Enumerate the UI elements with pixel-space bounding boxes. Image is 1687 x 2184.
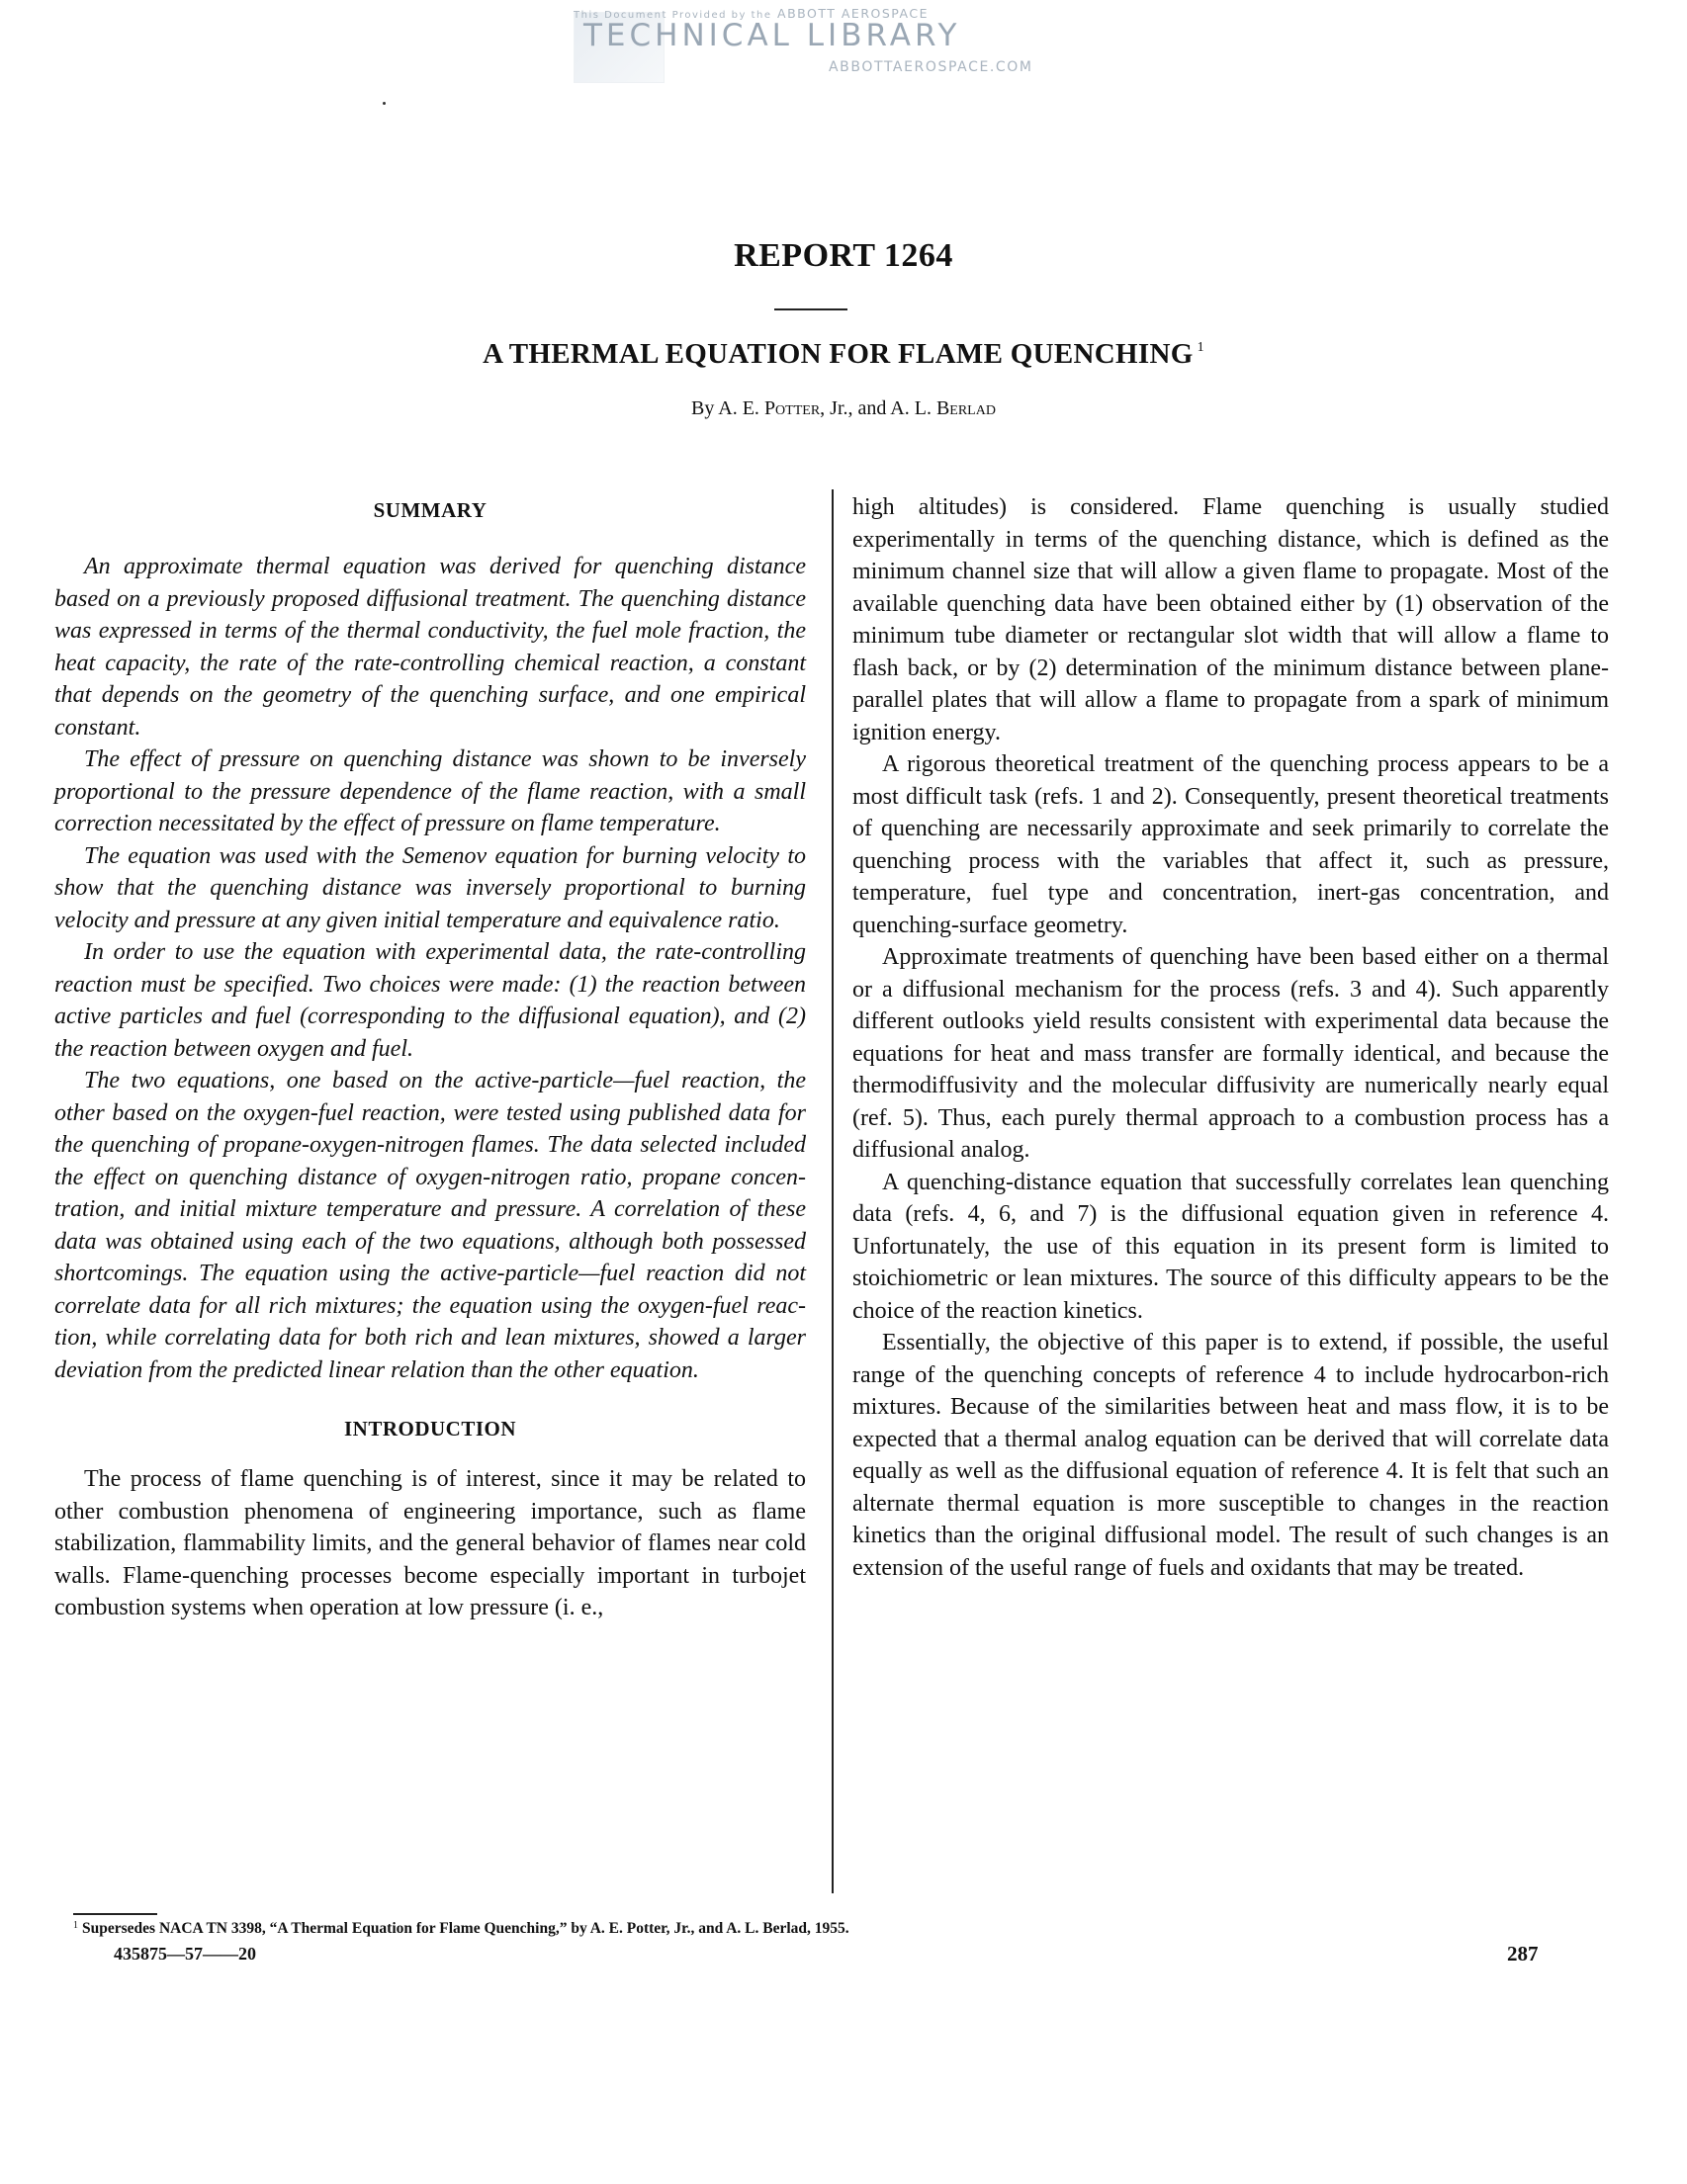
byline-prefix: By A. E. <box>691 397 759 419</box>
title-footnote-marker: 1 <box>1197 340 1204 355</box>
paper-title-text: A THERMAL EQUATION FOR FLAME QUENCHING <box>483 338 1194 370</box>
summary-paragraph: An approximate thermal equation was derived for quenching distance based on a previously proposed diffusional treatment. The quenching distance was expressed in terms of the thermal conductivity, the fuel mole fraction, the heat capacity, the rate of the rate-controlling chemical reaction, a constant that depends on the geometry of the quenching surface, and one empirical constant. <box>54 554 806 741</box>
summary-paragraph: In order to use the equation with experimental data, the rate-controlling reaction must be specified. Two choices were made: (1) the reaction between active particles and fuel (corresponding to the diffusional equation), and (2) the reaction between oxygen and fuel. <box>54 939 806 1062</box>
introduction-paragraph: Essentially, the objective of this paper is to extend, if possible, the useful range of the quenching concepts of reference 4 to include hydrocarbon-rich mixtures. Because of the similarities between heat and mass flow, it is to be expected that a thermal analog equation can be derived that will correlate data equally as well as the diffusional equation of reference 4. It is felt that such an alternate thermal equation is more susceptible to changes in the reaction kinetics than the original diffusional model. The result of such changes is an extension of the useful range of fuels and oxidants that may be treated. <box>852 1330 1609 1581</box>
introduction-paragraph: The process of flame quenching is of interest, since it may be related to other combustion phenomena of engineering importance, such as flame stabilization, flammability limits, and the general behavior of flames near cold walls. Flame-quenching processes become especially important in turbojet combustion systems when operation at low pressure (i. e., <box>54 1466 806 1620</box>
introduction-paragraph: Approximate treatments of quenching have been based either on a thermal or a diffusional mechanism for the process (refs. 3 and 4). Such apparently different outlooks yield results consistent with experimental data because the equations for heat and mass transfer are formally identical, and because the thermodiffusivity and the molecular diffusivity are numerically nearly equal (ref. 5). Thus, each purely thermal approach to a combustion process has a diffusional analog. <box>852 944 1609 1163</box>
summary-paragraph: The effect of pressure on quenching distance was shown to be inversely proportional to the pressure dependence of the flame reaction, with a small correction necessitated by the effect of pressure on flame temperature. <box>54 746 806 836</box>
column-divider <box>832 489 834 1893</box>
watermark-url: ABBOTTAEROSPACE.COM <box>829 59 1033 75</box>
left-column <box>54 491 806 1624</box>
author1-surname: Potter <box>763 397 821 419</box>
page-number: 287 <box>1507 1942 1539 1966</box>
watermark-technical-library <box>574 4 1108 83</box>
footnote-marker: 1 <box>73 1920 78 1931</box>
introduction-paragraph: A quenching-distance equation that successfully correlates lean quenching data (refs. 4, 6, and 7) is the diffusional equation given in reference 4. Unfortunately, the use of this equation in its present form is limited to stoichiometric or lean mixtures. The source of this difficulty appears to be the choice of the reaction kinetics. <box>852 1169 1609 1324</box>
right-column <box>852 491 1609 1584</box>
watermark-prefix: This Document Provided by the <box>574 10 772 21</box>
paper-title <box>0 338 1687 371</box>
author2-surname: Berlad <box>935 397 996 419</box>
scan-artifact-dot <box>383 102 386 105</box>
introduction-paragraph: A rigorous theoretical treatment of the quenching process appears to be a most difficult task (refs. 1 and 2). Consequently, present theoretical treatments of quenching are necessarily approximate and seek primarily to correlate the quenching process with the variables that affect it, such as pressure, temperature, fuel type and concentration, inert-gas concentration, and quenching-surface geometry. <box>852 751 1609 938</box>
watermark-library-name: TECHNICAL LIBRARY <box>583 18 961 53</box>
title-divider <box>774 308 847 310</box>
footnote-divider <box>73 1913 157 1915</box>
report-number: REPORT 1264 <box>734 237 953 274</box>
introduction-heading: INTRODUCTION <box>343 1417 517 1441</box>
footnote-text: Supersedes NACA TN 3398, “A Thermal Equation for Flame Quenching,” by A. E. Potter, Jr., and A. L. Berlad, 1955. <box>82 1920 849 1937</box>
introduction-paragraph: high altitudes) is considered. Flame quenching is usually studied experimentally in terms of the quenching distance, which is defined as the minimum channel size that will allow a given flame to propagate. Most of the available quenching data have been obtained either by (1) observation of the minimum tube diameter or rectangular slot width that will allow a flame to flash back, or by (2) determination of the minimum distance between plane-parallel plates that will allow a flame to propagate from a spark of minimum ignition energy. <box>852 494 1609 745</box>
footnote <box>73 1920 849 1938</box>
summary-heading: SUMMARY <box>373 498 488 522</box>
summary-paragraph: The equation was used with the Semenov equation for burning velocity to show that the quenching distance was inversely proportional to burning velocity and pressure at any given initial temperature and equivalence ratio. <box>54 842 806 933</box>
summary-paragraph: The two equations, one based on the active-particle—fuel reaction, the other based on the oxygen-fuel reaction, were tested using published data for the quenching of propane-oxygen-nitrogen flames. The data selected included the effect on quenching distance of oxygen-nitrogen ratio, propane concentration, and initial mixture temperature and pressure. A correlation of these data was obtained using each of the two equations, although both possessed shortcomings. The equation using the active-particle—fuel reaction did not correlate data for all rich mixtures; the equation using the oxygen-fuel reaction, while correlating data for both rich and lean mixtures, showed a larger deviation from the predicted linear relation than the other equation. <box>54 1068 806 1383</box>
watermark-brand: ABBOTT AEROSPACE <box>777 6 929 21</box>
byline <box>0 397 1687 420</box>
byline-middle: , Jr., and A. L. <box>820 397 932 419</box>
print-code: 435875—57——20 <box>114 1944 256 1964</box>
